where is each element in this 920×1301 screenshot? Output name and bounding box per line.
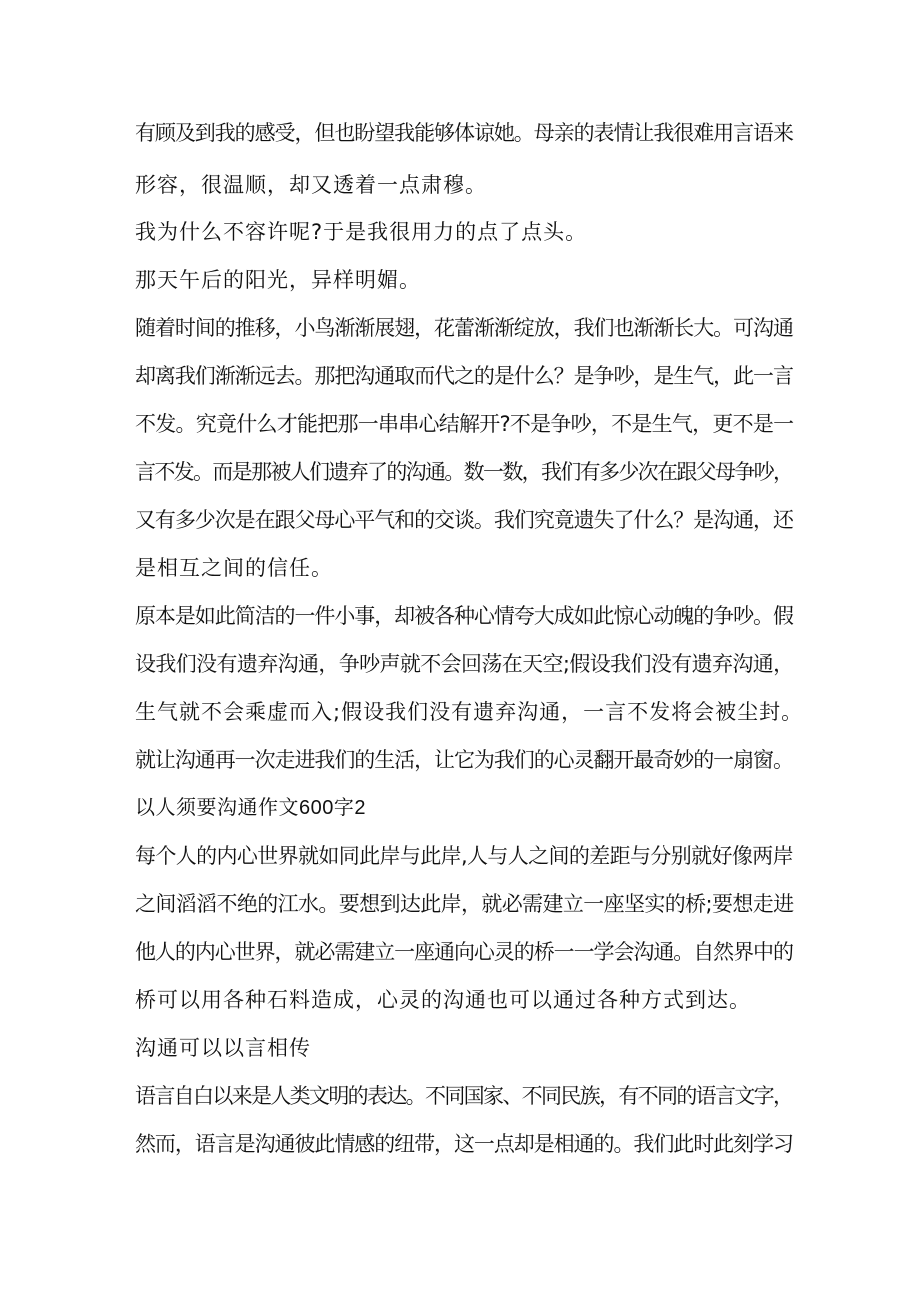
paragraph-line: 是相互之间的信任。 [135,556,333,580]
section-heading: 以人须要沟通作文600字2 [135,797,366,819]
paragraph-line: 有顾及到我的感受，但也盼望我能够体谅她。母亲的表情让我很难用言语来 [135,121,793,145]
paragraph-line: 语言自白以来是人类文明的表达。不同国家、不同民族，有不同的语言文字， [135,1084,793,1108]
paragraph-line: 又有多少次是在跟父母心平气和的交谈。我们究竟遗失了什么？是沟通，还 [135,508,793,532]
paragraph-line: 不发。究竟什么才能把那一串串心结解开?不是争吵，不是生气，更不是一 [135,412,794,436]
paragraph-line: 我为什么不容许呢?于是我很用力的点了点头。 [135,220,588,244]
paragraph-line: 就让沟通再一次走进我们的生活，让它为我们的心灵翻开最奇妙的一扇窗。 [135,748,793,772]
paragraph-line: 之间滔滔不绝的江水。要想到达此岸，就必需建立一座坚实的桥;要想走进 [135,892,794,916]
paragraph-line: 然而，语言是沟通彼此情感的纽带，这一点却是相通的。我们此时此刻学习 [135,1132,793,1156]
paragraph-line: 他人的内心世界，就必需建立一座通向心灵的桥一一学会沟通。自然界中的 [135,940,793,964]
paragraph-line: 言不发。而是那被人们遗弃了的沟通。数一数，我们有多少次在跟父母争吵， [135,460,793,484]
paragraph-line: 生气就不会乘虚而入;假设我们没有遗弃沟通，一言不发将会被尘封。 [135,700,804,724]
paragraph-line: 随着时间的推移，小鸟渐渐展翅，花蕾渐渐绽放，我们也渐渐长大。可沟通 [135,316,793,340]
paragraph-line: 桥可以用各种石料造成，心灵的沟通也可以通过各种方式到达。 [135,988,751,1012]
subsection-heading: 沟通可以以言相传 [135,1036,311,1060]
paragraph-line: 每个人的内心世界就如同此岸与此岸,人与人之间的差距与分别就好像两岸 [135,844,794,868]
paragraph-line: 原本是如此简洁的一件小事，却被各种心情夸大成如此惊心动魄的争吵。假 [135,604,793,628]
paragraph-line: 却离我们渐渐远去。那把沟通取而代之的是什么？是争吵，是生气，此一言 [135,364,793,388]
paragraph-line: 形容，很温顺，却又透着一点肃穆。 [135,173,487,197]
paragraph-line: 设我们没有遗弃沟通，争吵声就不会回荡在天空;假设我们没有遗弃沟通， [135,652,794,676]
paragraph-line: 那天午后的阳光，异样明媚。 [135,268,421,292]
